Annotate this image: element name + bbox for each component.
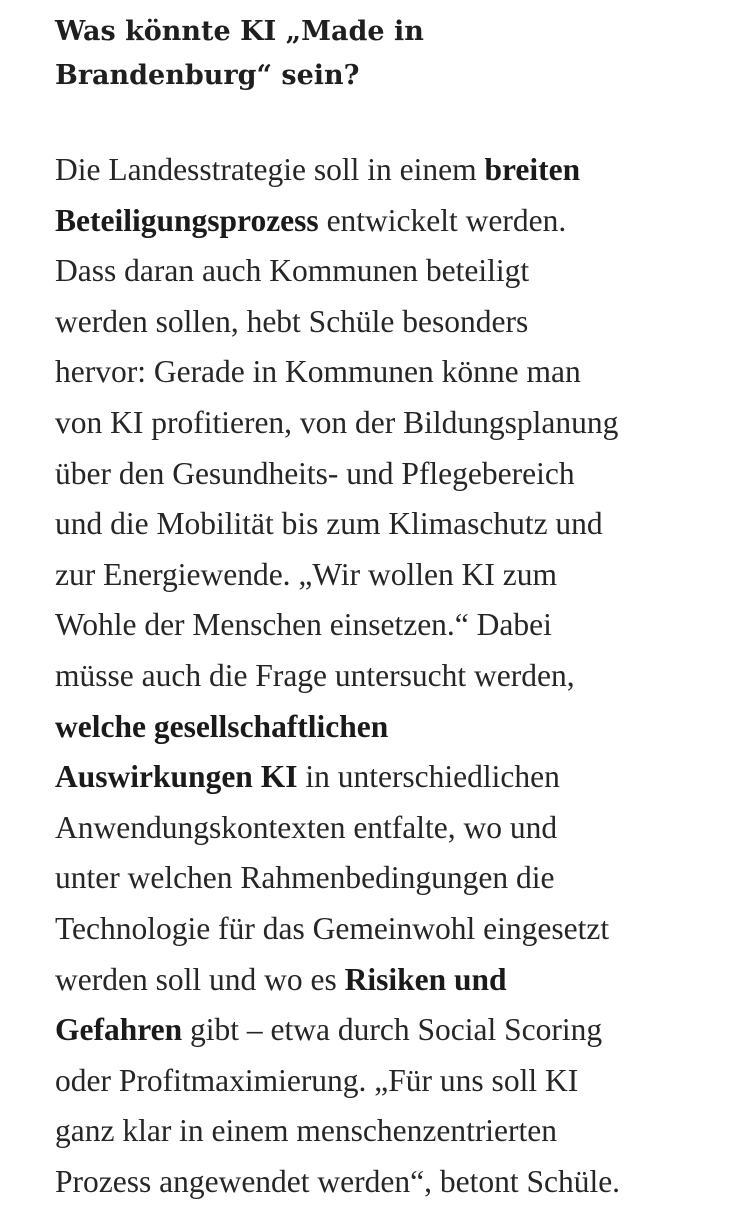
- paragraph-line: [55, 600, 735, 651]
- paragraph-line: [55, 702, 735, 753]
- text-segment: unter welchen Rahmenbedingungen die: [55, 860, 555, 896]
- emphasized-text: breiten: [484, 152, 581, 187]
- heading-line: Was könnte KI „Made in: [55, 16, 424, 47]
- paragraph-line: [55, 297, 735, 348]
- paragraph-line: [55, 145, 735, 196]
- text-segment: ganz klar in einem menschenzentrierten: [55, 1113, 558, 1149]
- heading-line: Brandenburg“ sein?: [55, 60, 360, 91]
- emphasized-text: Risiken und: [344, 961, 507, 997]
- paragraph-line: [55, 1157, 735, 1207]
- text-segment: in unterschiedlichen: [297, 759, 560, 795]
- paragraph-line: [55, 1106, 735, 1157]
- emphasized-text: welche gesellschaftlichen: [55, 708, 389, 744]
- text-segment: zur Energiewende. „Wir wollen KI zum: [55, 556, 557, 592]
- article-paragraph: [55, 145, 735, 1207]
- paragraph-line: [55, 1005, 735, 1056]
- paragraph-line: [55, 803, 735, 854]
- emphasized-text: Gefahren: [55, 1012, 183, 1048]
- text-segment: Prozess angewendet werden“, betont Schüle.: [55, 1163, 621, 1199]
- text-segment: über den Gesundheits- und Pflegebereich: [55, 455, 575, 491]
- paragraph-line: [55, 246, 735, 297]
- paragraph-line: [55, 398, 735, 449]
- text-segment: werden sollen, hebt Schüle besonders: [55, 303, 529, 339]
- article-heading: [55, 0, 735, 98]
- paragraph-line: [55, 196, 735, 247]
- text-segment: gibt – etwa durch Social Scoring: [182, 1012, 603, 1048]
- paragraph-line: [55, 651, 735, 702]
- emphasized-text: Auswirkungen KI: [55, 759, 298, 795]
- text-segment: von KI profitieren, von der Bildungsplanung: [55, 404, 619, 440]
- paragraph-line: [55, 1056, 735, 1107]
- text-segment: und die Mobilität bis zum Klimaschutz und: [55, 506, 603, 542]
- text-segment: entwickelt werden.: [318, 202, 567, 238]
- text-segment: Wohle der Menschen einsetzen.“ Dabei: [55, 607, 552, 643]
- text-segment: werden soll und wo es: [55, 961, 345, 997]
- text-segment: Dass daran auch Kommunen beteiligt: [55, 253, 530, 289]
- paragraph-line: [55, 550, 735, 601]
- paragraph-line: [55, 449, 735, 500]
- paragraph-line: [55, 499, 735, 550]
- text-segment: Technologie für das Gemeinwohl eingesetzt: [55, 910, 610, 946]
- text-segment: Die Landesstrategie soll in einem: [55, 152, 485, 187]
- text-segment: Anwendungskontexten entfalte, wo und: [55, 809, 558, 845]
- text-segment: müsse auch die Frage untersucht werden,: [55, 657, 575, 693]
- paragraph-line: [55, 904, 735, 955]
- paragraph-line: [55, 752, 735, 803]
- article: [55, 0, 735, 1207]
- text-segment: hervor: Gerade in Kommunen könne man: [55, 354, 581, 390]
- paragraph-line: [55, 955, 735, 1006]
- text-segment: oder Profitmaximierung. „Für uns soll KI: [55, 1062, 579, 1098]
- paragraph-line: [55, 853, 735, 904]
- paragraph-line: [55, 347, 735, 398]
- emphasized-text: Beteiligungsprozess: [55, 202, 319, 238]
